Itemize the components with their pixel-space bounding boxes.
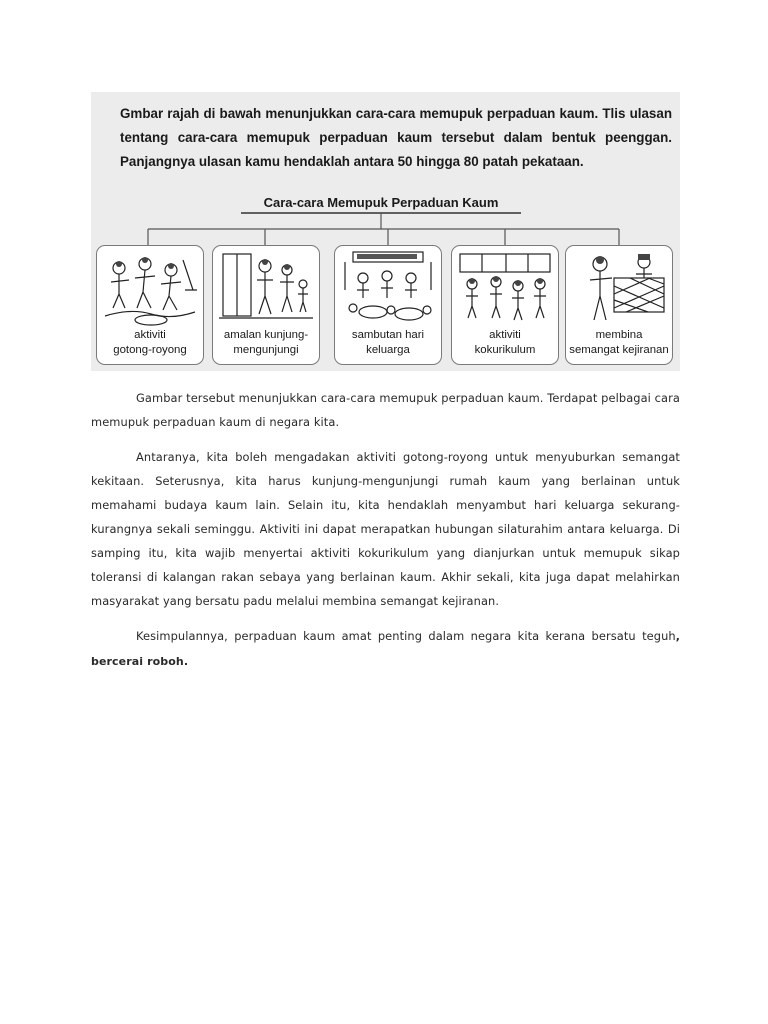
card-label: membina semangat kejiranan <box>569 329 669 356</box>
paragraph-intro: Gambar tersebut menunjukkan cara-cara memupuk perpaduan kaum. Terdapat pelbagai cara memupuk perpaduan kaum di negara kita. <box>91 391 680 429</box>
people-working-illustration <box>101 250 199 328</box>
diagram-title: Cara-cara Memupuk Perpaduan Kaum <box>263 195 499 210</box>
card-hari-keluarga <box>334 245 442 365</box>
card-kokurikulum <box>451 245 559 365</box>
card-kunjung-mengunjungi <box>212 245 320 365</box>
neighbours-fence-illustration <box>570 250 668 328</box>
card-label: sambutan hari keluarga <box>351 329 425 356</box>
card-label: aktiviti kokurikulum <box>474 329 536 356</box>
essay-text <box>91 386 680 685</box>
family-day-illustration <box>339 250 437 328</box>
card-semangat-kejiranan <box>565 245 673 365</box>
card-label: aktiviti gotong-royong <box>113 329 187 356</box>
students-activity-illustration <box>456 250 554 328</box>
conclusion-text: Kesimpulannya, perpaduan kaum amat penting dalam negara kita kerana bersatu teguh <box>136 629 676 643</box>
card-label: amalan kunjung- mengunjungi <box>223 329 309 356</box>
diagram-figure <box>91 92 680 371</box>
conclusion-proverb-end: , bercerai roboh. <box>91 630 680 668</box>
paragraph-conclusion <box>91 624 680 674</box>
instruction-text: Gmbar rajah di bawah menunjukkan cara-cara memupuk perpaduan kaum. Tlis ulasan tentang cara-cara memupuk perpaduan kaum tersebut dalam bentuk peenggan. Panjangnya ulasan kamu hendaklah antara 50 hingga 80 patah pekataan. <box>120 106 672 169</box>
card-gotong-royong <box>96 245 204 365</box>
paragraph-body: Antaranya, kita boleh mengadakan aktiviti gotong-royong untuk menyuburkan semangat kekitaan. Seterusnya, kita harus kunjung-mengunjungi rumah kaum yang berlainan untuk memahami budaya kaum lain. Selain itu, kita hendaklah menyambut hari keluarga sekurang-kurangnya sekali seminggu. Aktiviti ini dapat merapatkan hubungan silaturahim antara keluarga. Di samping itu, kita wajib menyertai aktiviti kokurikulum yang dianjurkan untuk memupuk sikap toleransi di kalangan rakan sebaya yang berlainan kaum. Akhir sekali, kita juga dapat melahirkan masyarakat yang bersatu padu melalui membina semangat kejiranan. <box>91 450 680 608</box>
family-visit-illustration <box>217 250 315 328</box>
